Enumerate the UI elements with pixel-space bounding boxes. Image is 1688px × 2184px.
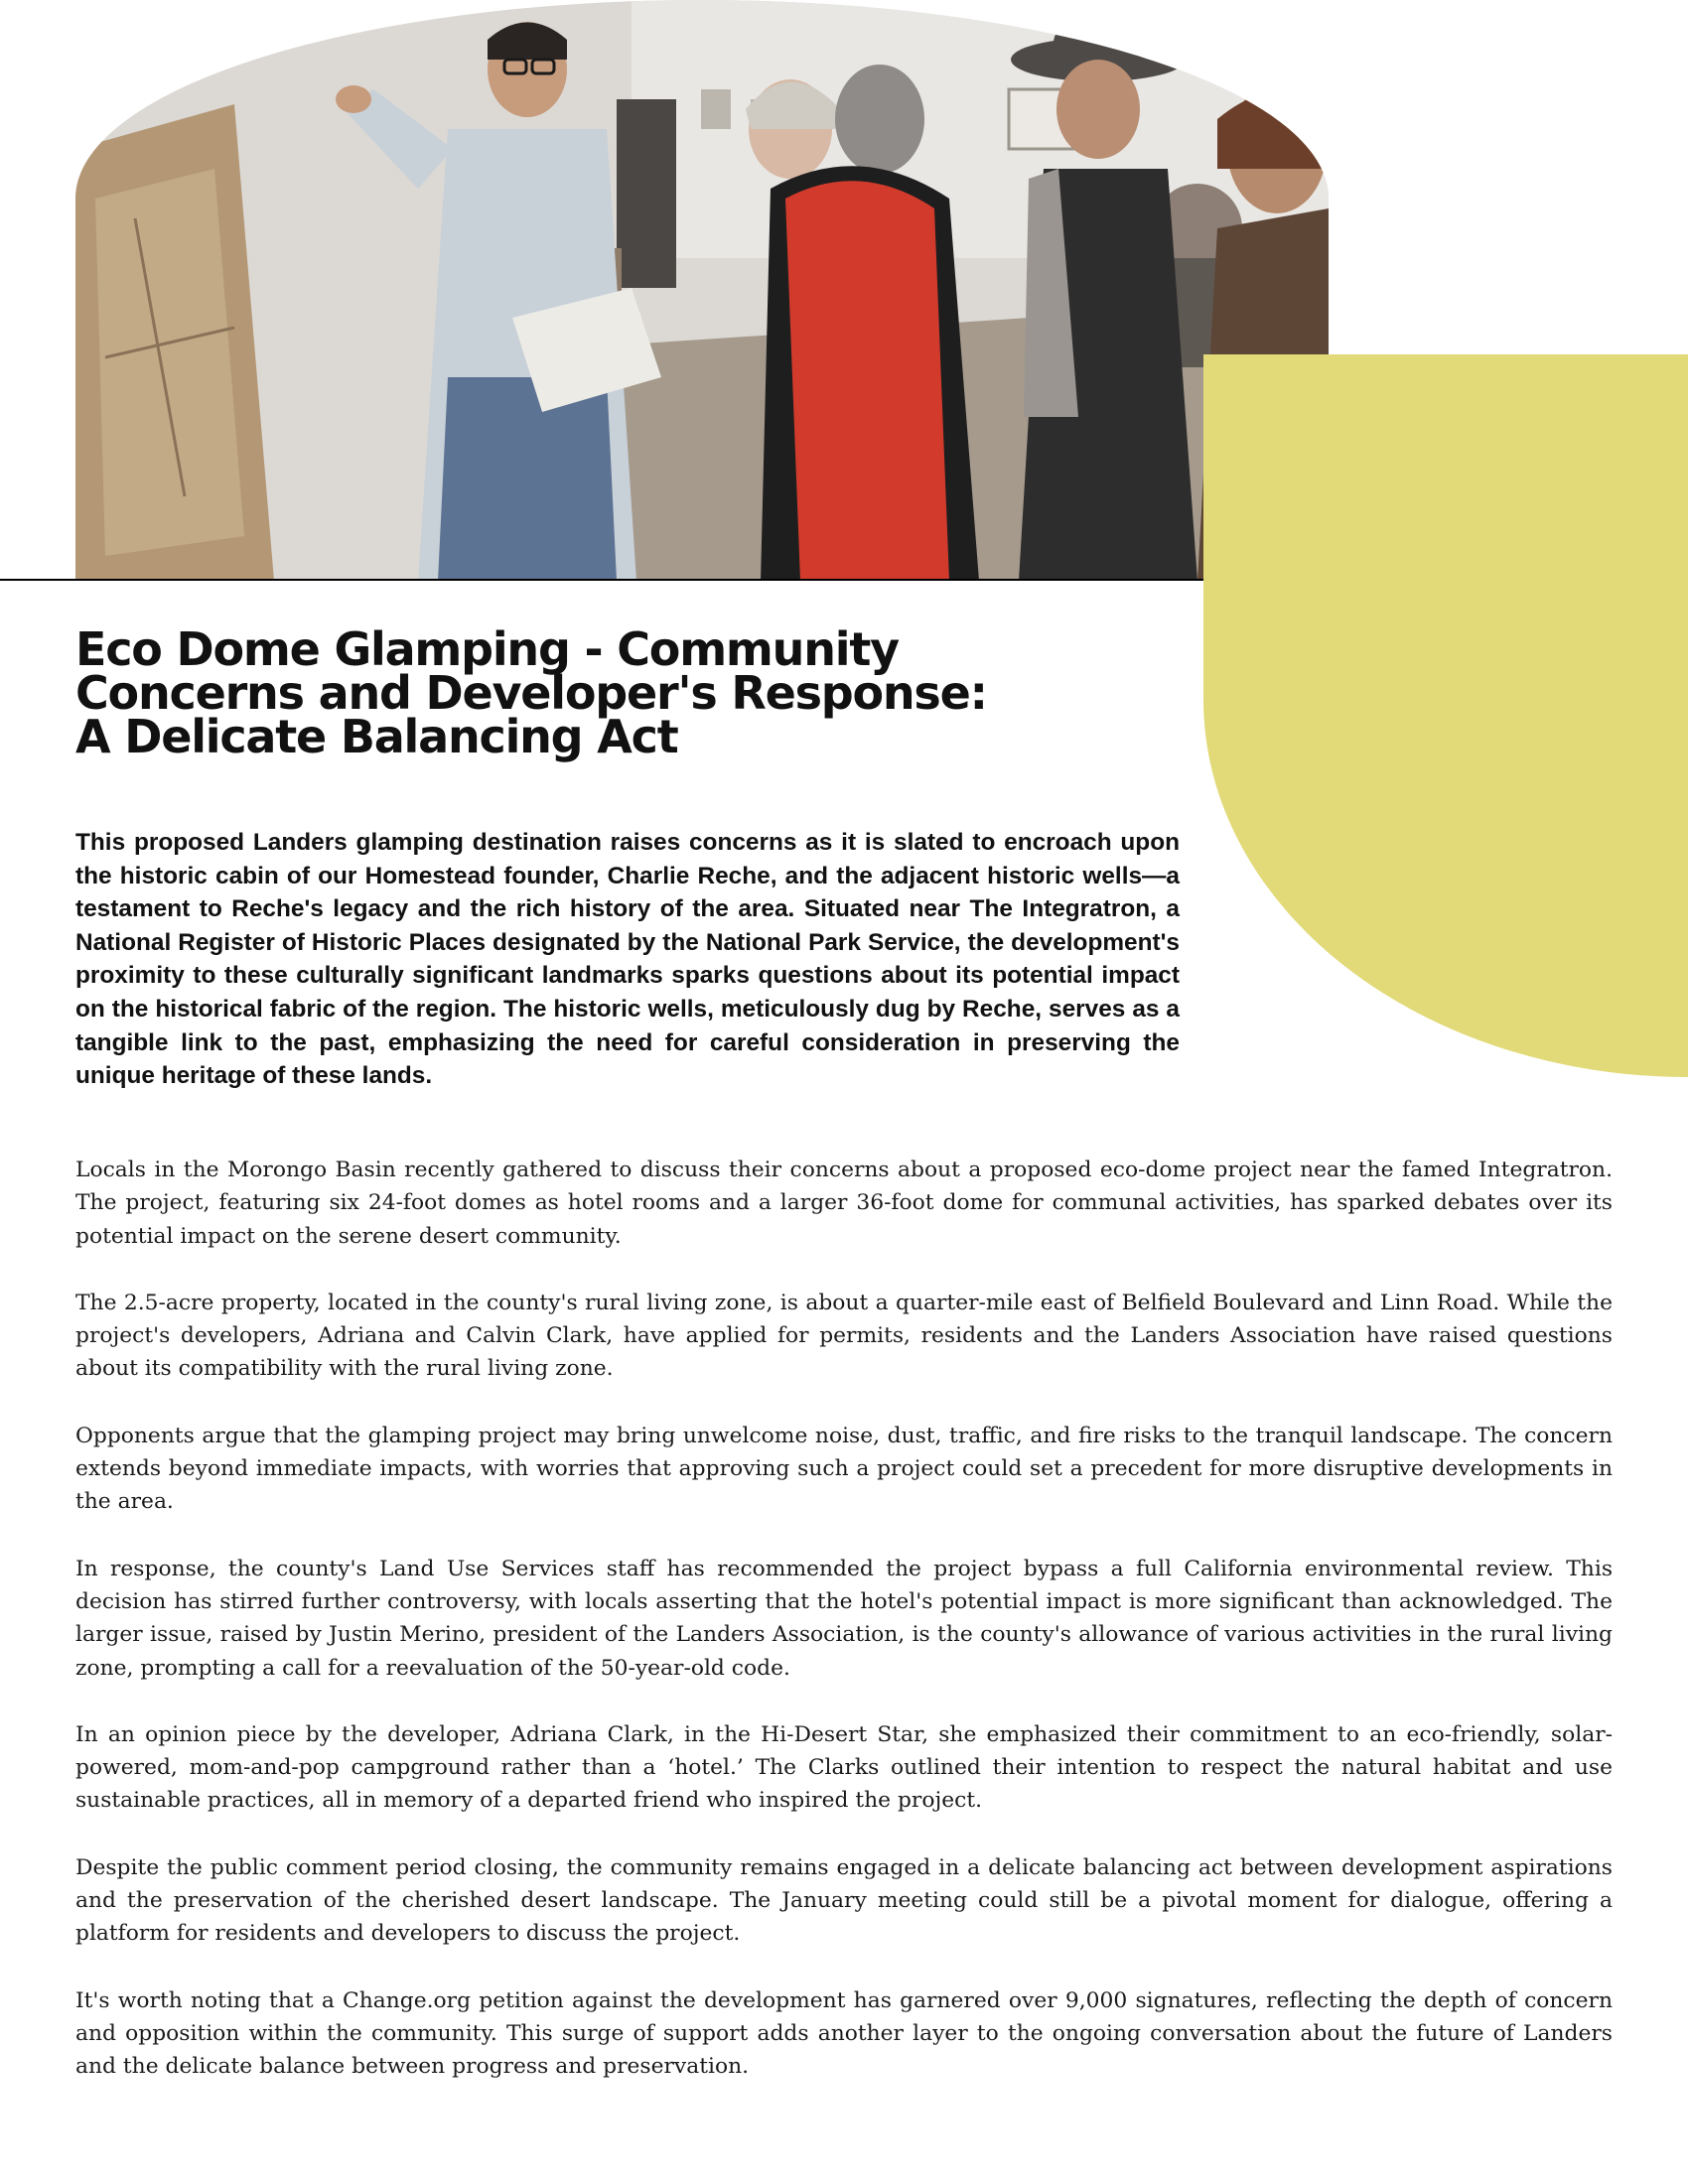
header-divider	[0, 579, 1203, 581]
header-photo	[75, 0, 1329, 581]
body-paragraph: Opponents argue that the glamping project may bring unwelcome noise, dust, traffic, and fire risks to the tranquil landscape. The concern extends beyond immediate impacts, with worries that approving such a project could set a precedent for more disruptive developments in the area.	[75, 1423, 1613, 1515]
article-body	[75, 1154, 1613, 2117]
body-paragraph: The 2.5-acre property, located in the county's rural living zone, is about a quarter-mile east of Belfield Boulevard and Linn Road. While the project's developers, Adriana and Calvin Clark, have applied for permits, residents and the Landers Association have raised questions about its compatibility with the rural living zone.	[75, 1290, 1613, 1382]
article-lead: This proposed Landers glamping destination raises concerns as it is slated to encroach upon the historic cabin of our Homestead founder, Charlie Reche, and the adjacent historic wells—a testament to Reche's legacy and the rich history of the area. Situated near The Integratron, a National Register of Historic Places designated by the National Park Service, the development's proximity to these culturally significant landmarks sparks questions about its potential impact on the historical fabric of the region. The historic wells, meticulously dug by Reche, serves as a tangible link to the past, emphasizing the need for careful consideration in preserving the unique heritage of these lands.	[75, 829, 1180, 1090]
article-title: Eco Dome Glamping - Community Concerns and Developer's Response: A Delicate Balancing Act	[75, 622, 987, 763]
body-paragraph: Locals in the Morongo Basin recently gathered to discuss their concerns about a proposed eco-dome project near the famed Integratron. The project, featuring six 24-foot domes as hotel rooms and a larger 36-foot dome for communal activities, has sparked debates over its potential impact on the serene desert community.	[75, 1158, 1613, 1249]
decorative-accent-shape	[1203, 354, 1688, 1077]
body-paragraph: It's worth noting that a Change.org petition against the development has garnered over 9,000 signatures, reflecting the depth of concern and opposition within the community. This surge of support adds another layer to the ongoing conversation about the future of Landers and the delicate balance between progress and preservation.	[75, 1987, 1613, 2080]
body-paragraph: In an opinion piece by the developer, Adriana Clark, in the Hi-Desert Star, she emphasized their commitment to an eco-friendly, solar-powered, mom-and-pop campground rather than a ‘hotel.’ The Clarks outlined their intention to respect the natural habitat and use sustainable practices, all in memory of a departed friend who inspired the project.	[75, 1721, 1613, 1814]
body-paragraph: In response, the county's Land Use Services staff has recommended the project bypass a full California environmental review. This decision has stirred further controversy, with locals asserting that the hotel's potential impact is more significant than acknowledged. The larger issue, raised by Justin Merino, president of the Landers Association, is the county's allowance of various activities in the rural living zone, prompting a call for a reevaluation of the 50-year-old code.	[75, 1556, 1613, 1681]
body-paragraph: Despite the public comment period closing, the community remains engaged in a delicate balancing act between development aspirations and the preservation of the cherished desert landscape. The January meeting could still be a pivotal moment for dialogue, offering a platform for residents and developers to discuss the project.	[75, 1854, 1613, 1947]
community-meeting-photo	[75, 0, 1329, 581]
